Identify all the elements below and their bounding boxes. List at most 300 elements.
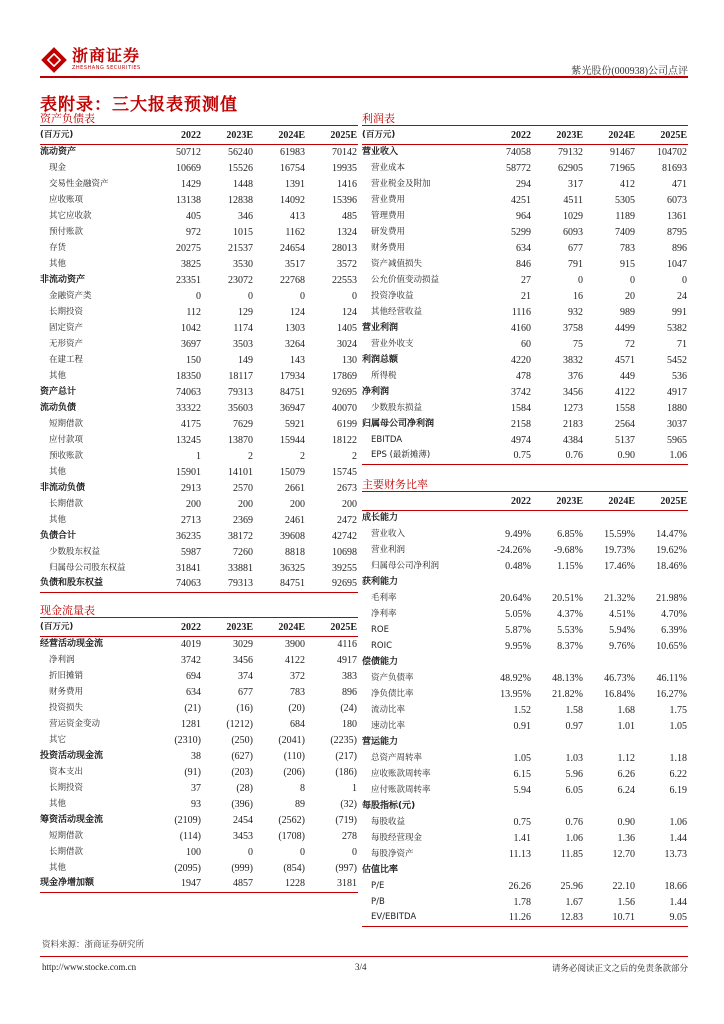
cell-value: 6.05 [565, 784, 583, 796]
disclaimer-note: 请务必阅读正文之后的免责条款部分 [551, 964, 688, 974]
cell-value [584, 734, 636, 750]
page-title: 表附录：三大报表预测值 [40, 95, 238, 115]
cell-value: 39255 [332, 562, 357, 574]
table-row [40, 432, 358, 448]
table-header-row [362, 128, 688, 144]
cell-value: 964 [516, 210, 531, 222]
table-row [362, 526, 688, 542]
row-label: P/B [371, 896, 385, 907]
row-label: 筹资活动现金流 [40, 814, 104, 825]
row-label: 长期借款 [49, 846, 84, 857]
row-label: 成长能力 [362, 512, 399, 523]
cell-value: 19935 [332, 162, 357, 174]
cell-value: 46.73% [604, 672, 635, 684]
cell-value: 7260 [233, 546, 253, 558]
cell-value: (206) [283, 766, 305, 778]
row-label: 少数股东权益 [49, 546, 101, 557]
cell-value: 10669 [176, 162, 201, 174]
cell-value: 74063 [150, 576, 202, 592]
row-label: P/E [371, 880, 385, 891]
cell-value: 8818 [285, 546, 305, 558]
cell-value [532, 734, 584, 750]
cell-value: 932 [568, 306, 583, 318]
cell-value: 6.19 [669, 784, 687, 796]
cell-value: 989 [620, 306, 635, 318]
row-label: 营业收入 [371, 528, 406, 539]
row-label: 非流动资产 [40, 274, 86, 285]
cell-value: 200 [290, 498, 305, 510]
table-row [40, 400, 358, 416]
cell-value: 20.64% [500, 592, 531, 604]
cell-value: 6.85% [557, 528, 583, 540]
cell-value: 25.96 [560, 880, 583, 892]
cell-value: 81693 [662, 162, 687, 174]
income-statement-title [362, 112, 688, 126]
table-row [40, 304, 358, 320]
year-header: 2022 [150, 620, 202, 636]
cell-value: 17869 [332, 370, 357, 382]
cell-value: 4220 [511, 354, 531, 366]
row-label: 短期借款 [49, 418, 84, 429]
row-label: 投资损失 [49, 702, 84, 713]
cell-value: 61983 [280, 146, 305, 158]
cell-value [584, 654, 636, 670]
row-label: 其它 [49, 734, 67, 745]
cell-value: 1174 [233, 322, 253, 334]
row-label: 应付款项 [49, 434, 84, 445]
cell-value: 24 [677, 290, 687, 302]
cell-value: 74063 [176, 386, 201, 398]
income-statement-title-text: 利润表 [362, 112, 395, 125]
cell-value: 2661 [285, 482, 305, 494]
cell-value: 783 [290, 686, 305, 698]
page-header [40, 40, 688, 78]
cell-value: 1.58 [565, 704, 583, 716]
cell-value [584, 510, 636, 526]
cell-value: 0 [248, 846, 253, 858]
cell-value: 17934 [280, 370, 305, 382]
cell-value: (16) [236, 702, 253, 714]
ratios-title-text: 主要财务比率 [362, 478, 428, 491]
cell-value: 1047 [667, 258, 687, 270]
cell-value: 1.06 [669, 816, 687, 828]
cell-value: 31841 [176, 562, 201, 574]
cell-value: 1228 [254, 876, 306, 892]
cell-value: 1042 [181, 322, 201, 334]
cell-value: 8 [300, 782, 305, 794]
cell-value: 9.95% [505, 640, 531, 652]
cell-value: 471 [672, 178, 687, 190]
cell-value: 6073 [667, 194, 687, 206]
row-label: 速动比率 [371, 720, 406, 731]
table-row [40, 700, 358, 716]
table-row [40, 208, 358, 224]
table-row [362, 240, 688, 256]
row-label: 归属母公司净利润 [362, 418, 435, 429]
cell-value: 8795 [667, 226, 687, 238]
row-label: 其他经营收益 [371, 306, 423, 317]
cell-value: 0 [682, 274, 687, 286]
row-label: 长期投资 [49, 782, 84, 793]
cell-value [584, 862, 636, 878]
cell-value [532, 862, 584, 878]
source-note: 资料来源：浙商证券研究所 [42, 940, 145, 950]
row-label: 长期借款 [49, 498, 84, 509]
cell-value: 18350 [176, 370, 201, 382]
row-label: 经营活动现金流 [40, 638, 104, 649]
row-label: 营业成本 [371, 162, 406, 173]
cell-value: 0 [248, 290, 253, 302]
cell-value: 6.39% [661, 624, 687, 636]
cell-value: 23072 [228, 274, 253, 286]
logo-name-en: ZHESHANG SECURITIES [72, 65, 141, 71]
cell-value: 71 [677, 338, 687, 350]
table-header-row [40, 128, 358, 144]
cell-value: 22768 [280, 274, 305, 286]
cell-value: 413 [290, 210, 305, 222]
cell-value: 13138 [176, 194, 201, 206]
cell-value: 12.70 [612, 848, 635, 860]
cell-value: 56240 [228, 146, 253, 158]
cell-value: 75 [573, 338, 583, 350]
table-row [40, 352, 358, 368]
cell-value: 5.94% [609, 624, 635, 636]
cell-value: 5452 [667, 354, 687, 366]
cell-value: 3758 [563, 322, 583, 334]
row-label: 财务费用 [371, 242, 406, 253]
cell-value: 7629 [233, 418, 253, 430]
cell-value [532, 510, 584, 526]
cell-value: 12838 [228, 194, 253, 206]
row-label: 营运能力 [362, 736, 399, 747]
cell-value: 13.73 [664, 848, 687, 860]
table-row [362, 224, 688, 240]
cell-value: 5921 [285, 418, 305, 430]
table-row [362, 192, 688, 208]
cell-value: 0.90 [617, 816, 635, 828]
cell-value: -24.26% [496, 544, 531, 556]
cell-value: 6.22 [669, 768, 687, 780]
cell-value: 3456 [233, 654, 253, 666]
cell-value: 6.26 [617, 768, 635, 780]
cell-value: (114) [179, 830, 201, 842]
cell-value: 684 [290, 718, 305, 730]
cell-value: 14101 [228, 466, 253, 478]
cell-value: 13245 [176, 434, 201, 446]
cell-value: 46.11% [656, 672, 687, 684]
table-row [40, 144, 358, 160]
row-label: 应收账款周转率 [371, 768, 431, 779]
cell-value: 104702 [657, 146, 687, 158]
table-row [40, 496, 358, 512]
table-row [362, 670, 688, 686]
row-label: ROIC [371, 640, 393, 651]
cell-value: 14092 [280, 194, 305, 206]
cell-value: 15901 [176, 466, 201, 478]
cell-value: (110) [283, 750, 305, 762]
year-header: 2023E [532, 128, 584, 144]
cell-value: 13870 [228, 434, 253, 446]
cell-value: 1.75 [669, 704, 687, 716]
table-row [362, 846, 688, 862]
cell-value: 1.06 [565, 832, 583, 844]
cell-value: 7409 [615, 226, 635, 238]
table-row [40, 668, 358, 684]
table-row [362, 622, 688, 638]
cell-value: 71965 [610, 162, 635, 174]
table-row [40, 716, 358, 732]
row-label: 营业税金及附加 [371, 178, 431, 189]
cell-value: 1.12 [617, 752, 635, 764]
row-label: EBITDA [371, 434, 403, 445]
cell-value: 1429 [181, 178, 201, 190]
year-header: 2025E [306, 620, 358, 636]
table-header-row [362, 494, 688, 510]
cell-value: 33881 [228, 562, 253, 574]
year-header: 2023E [202, 620, 254, 636]
table-row [362, 416, 688, 432]
cell-value: 16.27% [656, 688, 687, 700]
cell-value: 3742 [181, 654, 201, 666]
cell-value: 4251 [511, 194, 531, 206]
table-row [362, 432, 688, 448]
row-label: 营业收入 [362, 146, 399, 157]
footer-divider [40, 956, 688, 957]
cell-value: 5.94 [513, 784, 531, 796]
row-label: 管理费用 [371, 210, 406, 221]
table-row [362, 256, 688, 272]
logo [40, 46, 141, 74]
cell-value: 79313 [202, 576, 254, 592]
cell-value: 4116 [337, 638, 357, 650]
table-row [362, 686, 688, 702]
table-row [40, 528, 358, 544]
cell-value: 1.56 [617, 896, 635, 908]
table-row [40, 812, 358, 828]
table-row [40, 796, 358, 812]
cell-value: 72 [625, 338, 635, 350]
cell-value [532, 654, 584, 670]
cell-value: 2158 [511, 418, 531, 430]
row-label: 预付账款 [49, 226, 84, 237]
table-row [362, 862, 688, 878]
cell-value: 5987 [181, 546, 201, 558]
row-label: 少数股东损益 [371, 402, 423, 413]
cell-value: 449 [620, 370, 635, 382]
row-label: 无形资产 [49, 338, 84, 349]
cell-value: 4917 [337, 654, 357, 666]
cell-value: 16 [573, 290, 583, 302]
table-row [40, 828, 358, 844]
cell-value: 896 [672, 242, 687, 254]
table-row [40, 480, 358, 496]
cell-value: 35603 [228, 402, 253, 414]
cell-value: 5.87% [505, 624, 531, 636]
table-row [362, 638, 688, 654]
cell-value: 84751 [254, 576, 306, 592]
cell-value: 0 [352, 290, 357, 302]
cell-value: 93 [191, 798, 201, 810]
cell-value: 62905 [558, 162, 583, 174]
cell-value: 10.71 [584, 910, 636, 926]
footer-link[interactable]: http://www.stocke.com.cn [42, 962, 137, 972]
cell-value: 48.13% [552, 672, 583, 684]
cell-value: 26.26 [508, 880, 531, 892]
table-row [40, 876, 358, 892]
table-row [40, 652, 358, 668]
cell-value [480, 574, 532, 590]
cell-value: (21) [184, 702, 201, 714]
row-label: 总资产周转率 [371, 752, 423, 763]
cell-value: 6199 [337, 418, 357, 430]
cell-value: 791 [568, 258, 583, 270]
row-label: 营业利润 [362, 322, 399, 333]
cell-value: 6093 [563, 226, 583, 238]
cell-value: 1.44 [669, 832, 687, 844]
cell-value: 376 [568, 370, 583, 382]
cell-value: 14.47% [656, 528, 687, 540]
table-row [40, 732, 358, 748]
cell-value: 478 [516, 370, 531, 382]
table-row [40, 560, 358, 576]
cell-value: 22.10 [612, 880, 635, 892]
cell-value: 2461 [285, 514, 305, 526]
cell-value: 3453 [233, 830, 253, 842]
income-statement-table [362, 128, 688, 465]
cell-value: 10698 [332, 546, 357, 558]
table-row [40, 336, 358, 352]
cell-value: 12.83 [532, 910, 584, 926]
cell-value: 383 [342, 670, 357, 682]
cell-value: 294 [516, 178, 531, 190]
table-row [362, 798, 688, 814]
cell-value: 1405 [337, 322, 357, 334]
cell-value: 1.44 [669, 896, 687, 908]
page-number: 3/4 [355, 962, 367, 972]
cell-value: 13.95% [500, 688, 531, 700]
cell-value: 143 [290, 354, 305, 366]
table-row [362, 606, 688, 622]
table-row [362, 878, 688, 894]
table-row [40, 416, 358, 432]
cell-value: 1189 [615, 210, 635, 222]
balance-sheet-title-text: 资产负债表 [40, 112, 95, 125]
cell-value: 1.15% [557, 560, 583, 572]
cell-value: 1.41 [513, 832, 531, 844]
row-label: 资产负债率 [371, 672, 414, 683]
cell-value: 412 [620, 178, 635, 190]
cell-value: 2570 [233, 482, 253, 494]
row-label: 现金 [49, 162, 67, 173]
row-label: 营业费用 [371, 194, 406, 205]
year-header: 2025E [636, 128, 688, 144]
cell-value: 1.06 [636, 448, 688, 464]
row-label: 流动比率 [371, 704, 406, 715]
cell-value: (20) [288, 702, 305, 714]
cell-value: 0.76 [565, 816, 583, 828]
cell-value: 3900 [285, 638, 305, 650]
cell-value [480, 798, 532, 814]
cell-value: 1.18 [669, 752, 687, 764]
cell-value: 634 [186, 686, 201, 698]
cell-value: 20 [625, 290, 635, 302]
cell-value [480, 510, 532, 526]
table-row [362, 144, 688, 160]
cell-value: 1303 [285, 322, 305, 334]
table-row [362, 288, 688, 304]
table-row [362, 558, 688, 574]
cell-value: 36325 [280, 562, 305, 574]
table-row [40, 748, 358, 764]
unit-label: (百万元) [362, 128, 480, 144]
cell-value: 4175 [181, 418, 201, 430]
cell-value [584, 574, 636, 590]
row-label: 应收账项 [49, 194, 84, 205]
cell-value: 5137 [615, 434, 635, 446]
cash-flow-title [40, 604, 358, 618]
cell-value: 372 [290, 670, 305, 682]
cell-value: 19.62% [656, 544, 687, 556]
table-row [362, 304, 688, 320]
cell-value: 3029 [233, 638, 253, 650]
cell-value: (854) [283, 862, 305, 874]
cell-value: 1880 [667, 402, 687, 414]
table-row [40, 448, 358, 464]
cell-value: 38 [191, 750, 201, 762]
row-label: 利润总额 [362, 354, 399, 365]
table-row [40, 272, 358, 288]
table-row [40, 860, 358, 876]
cell-value: 10.65% [656, 640, 687, 652]
cell-value: 200 [186, 498, 201, 510]
cell-value: 1558 [615, 402, 635, 414]
unit-label: (百万元) [40, 620, 150, 636]
table-row [362, 176, 688, 192]
cell-value: 15526 [228, 162, 253, 174]
cell-value: (1212) [226, 718, 253, 730]
cell-value: 2 [352, 450, 357, 462]
cell-value: (2041) [278, 734, 305, 746]
row-label: 资产减值损失 [371, 258, 423, 269]
table-row [40, 576, 358, 592]
cell-value: 0.91 [513, 720, 531, 732]
cell-value: 19.73% [604, 544, 635, 556]
cell-value: 3825 [181, 258, 201, 270]
row-label: 其他 [49, 798, 67, 809]
table-row [362, 654, 688, 670]
cell-value: 346 [238, 210, 253, 222]
cell-value [636, 510, 688, 526]
year-header: 2025E [306, 128, 358, 144]
cell-value: 40070 [332, 402, 357, 414]
row-label: 资本支出 [49, 766, 84, 777]
cell-value: 1.05 [669, 720, 687, 732]
cell-value: 3024 [337, 338, 357, 350]
cell-value: 634 [516, 242, 531, 254]
cell-value: 11.26 [480, 910, 532, 926]
cell-value: 79132 [558, 146, 583, 158]
row-label: 净利润 [362, 386, 390, 397]
table-row [40, 256, 358, 272]
logo-name: 浙商证券 [72, 46, 141, 65]
cell-value: 0.90 [584, 448, 636, 464]
cell-value: 4160 [511, 322, 531, 334]
cell-value: 4511 [563, 194, 583, 206]
row-label: 每股指标(元) [362, 800, 416, 811]
row-label: 营业利润 [371, 544, 406, 555]
cell-value: 24654 [280, 242, 305, 254]
year-header: 2022 [480, 494, 532, 510]
